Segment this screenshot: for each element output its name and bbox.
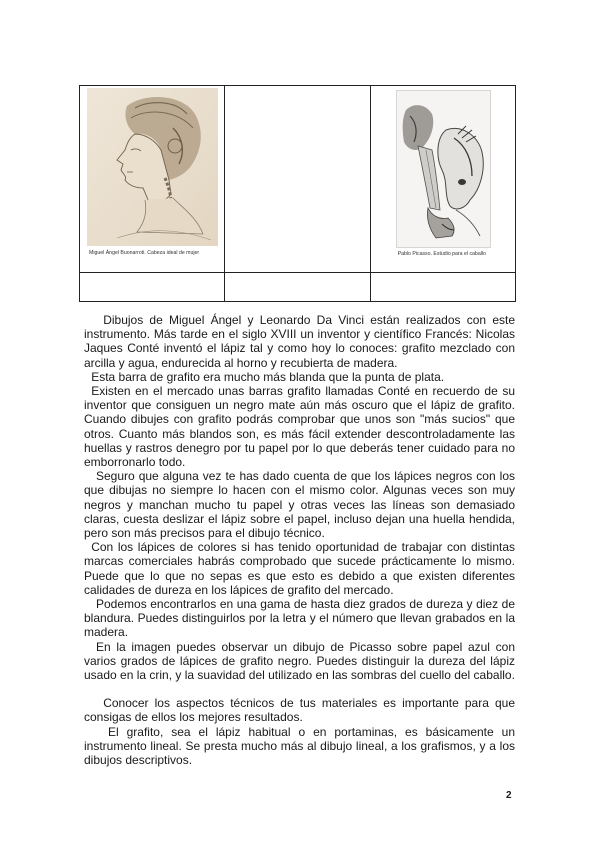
table-empty-cell [80, 273, 225, 302]
paragraph: Conocer los aspectos técnicos de tus materiales es importante para que consigas de ellos los mejores resultados. [84, 696, 515, 725]
figure-caption: Miguel Ángel Buonarroti. Cabeza ideal de mujer [89, 250, 200, 256]
figure-cell-michelangelo [80, 86, 225, 273]
horse-study-drawing-icon [396, 90, 491, 248]
figure-caption: Pablo Picasso. Estudio para el caballo [397, 251, 486, 257]
woman-profile-drawing-icon [87, 88, 218, 246]
paragraph: Existen en el mercado unas barras grafito llamadas Conté en recuerdo de su inventor que consiguen un negro mate aún más oscuro que el lápiz de grafito. Cuando dibujes con grafito podrás comprobar que unos son "más sucios" que otros. Cuanto más blandos son, es más fácil extender descontroladamente las huellas y rastros denegro por tu papel por lo que deberás tener cuidado para no emborronarlo todo. [84, 384, 515, 470]
paragraph: En la imagen puedes observar un dibujo de Picasso sobre papel azul con varios grados de lápices de grafito negro. Puedes distinguir la dureza del lápiz usado en la crin, y la suavidad del utilizado en las sombras del cuello del caballo. [84, 639, 515, 683]
table-empty-cell [370, 273, 515, 302]
body-text [84, 313, 515, 767]
figure-cell-picasso [370, 86, 515, 273]
paragraph: Con los lápices de colores si has tenido oportunidad de trabajar con distintas marcas comerciales habrás comprobado que sucede prácticamente lo mismo. Puede que lo que no sepas es que esto es debido a que existen diferentes calidades de dureza en los lápices de grafito del mercado. [84, 540, 515, 597]
page-number: 2 [506, 790, 512, 801]
paragraph: El grafito, sea el lápiz habitual o en portaminas, es básicamente un instrumento lineal. Se presta mucho más al dibujo lineal, a los grafismos, y a los dibujos descriptivos. [84, 724, 515, 768]
image-table [79, 85, 516, 302]
paragraph: Dibujos de Miguel Ángel y Leonardo Da Vinci están realizados con este instrumento. Más tarde en el siglo XVIII un inventor y científico Francés: Nicolas Jaques Conté inventó el lápiz tal y como hoy lo conoces: grafito mezclado con arcilla y agua, endurecida al horno y recubierta de madera. [84, 313, 515, 370]
table-empty-cell [225, 273, 370, 302]
figure-cell-empty [225, 86, 370, 273]
paragraph: Seguro que alguna vez te has dado cuenta de que los lápices negros con los que dibujas no siempre lo hacen con el mismo color. Algunas veces son muy negros y manchan mucho tu papel y otras veces las líneas son demasiado claras, cuesta deslizar el lápiz sobre el papel, incluso dejan una huella hendida, pero son más precisos para el dibujo técnico. [84, 469, 515, 541]
paragraph: Podemos encontrarlos en una gama de hasta diez grados de dureza y diez de blandura. Puedes distinguirlos por la letra y el número que llevan grabados en la madera. [84, 597, 515, 640]
paragraph: Esta barra de grafito era mucho más blanda que la punta de plata. [91, 369, 445, 384]
